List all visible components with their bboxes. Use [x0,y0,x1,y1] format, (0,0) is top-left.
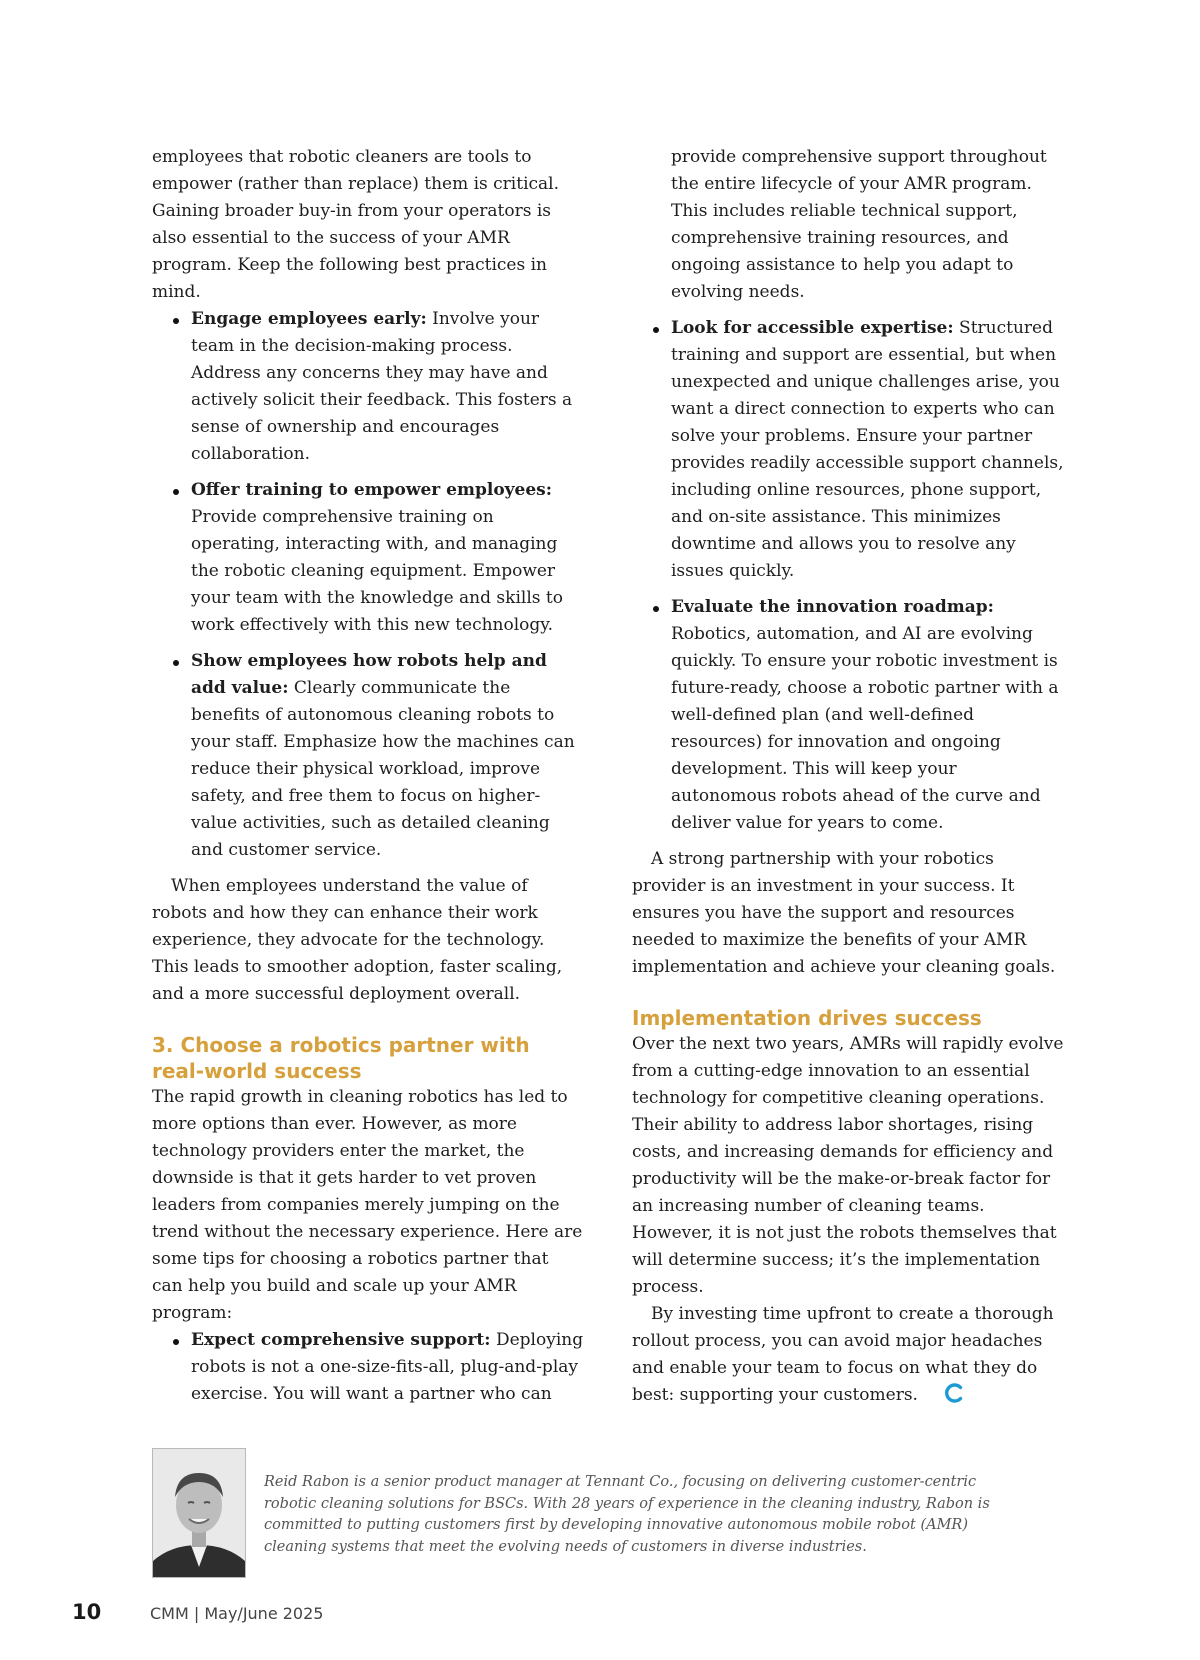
section-heading-3: 3. Choose a robotics partner with real-world success [152,1033,530,1083]
page-number: 10 [72,1600,102,1624]
closing-paragraph [632,1301,1064,1413]
best-practices-list [152,306,584,864]
list-item-title: Look for accessible expertise: [671,318,954,338]
partner-intro-paragraph: The rapid growth in cleaning robotics has led to more options than ever. However, as more technology providers enter the market, the downside is that it gets harder to vet proven leaders from companies merely jumping on the trend without the necessary experience. Here are some tips for choosing a robotics partner that can help you build and scale up your AMR program: [152,1087,583,1323]
right-column [632,144,1064,1413]
left-column [152,144,584,1417]
list-item [152,648,584,864]
list-item [152,1327,584,1408]
list-item-title: Engage employees early: [191,309,427,329]
implementation-paragraph: Over the next two years, AMRs will rapidly evolve from a cutting-edge innovation to an essential technology for competitive cleaning operations. Their ability to address labor shortages, rising costs, and increasing demands for efficiency and productivity will be the make-or-break factor for an increasing number of cleaning teams. However, it is not just the robots themselves that will determine success; it’s the implementation process. [632,1034,1064,1297]
magazine-issue: CMM | May/June 2025 [150,1604,324,1623]
list-item [152,306,584,468]
employee-value-paragraph: When employees understand the value of robots and how they can enhance their work experience, they advocate for the technology. This leads to smoother adoption, faster scaling, and a more successful deployment overall. [152,876,563,1004]
partner-tips-list-continued [632,315,1064,837]
list-item-text: Involve your team in the decision-making process. Address any concerns they may have and actively solicit their feedback. This fosters a sense of ownership and encourages collaboration. [191,309,573,464]
list-item [152,477,584,639]
author-bio [152,1448,1102,1578]
bio-text: Reid Rabon is a senior product manager at Tennant Co., focusing on delivering customer-centric robotic cleaning solutions for BSCs. With 28 years of experience in the cleaning industry, Rabon is committed to putting customers first by developing innovative autonomous mobile robot (AMR) cleaning systems that meet the evolving needs of customers in diverse industries. [264,1474,990,1555]
intro-paragraph: employees that robotic cleaners are tools to empower (rather than replace) them is critical. Gaining broader buy-in from your operators is also essential to the success of your AMR program. Keep the following best practices in mind. [152,147,560,302]
partnership-paragraph: A strong partnership with your robotics provider is an investment in your success. It ensures you have the support and resources needed to maximize the benefits of your AMR implementation and achieve your cleaning goals. [632,849,1056,977]
list-item [632,315,1064,585]
author-portrait [152,1448,246,1578]
list-item-title: Expect comprehensive support: [191,1330,491,1350]
list-item-text: Structured training and support are essential, but when unexpected and unique challenges arise, you want a direct connection to experts who can solve your problems. Ensure your partner provides readily accessible support channels, including online resources, phone support, and on-site assistance. This minimizes downtime and allows you to resolve any issues quickly. [671,318,1064,581]
list-item [632,594,1064,837]
section-heading-implementation: Implementation drives success [632,1006,982,1030]
closing-text: By investing time upfront to create a thorough rollout process, you can avoid major headaches and enable your team to focus on what they do best: supporting your customers. [632,1304,1054,1405]
list-item-text: Deploying robots is not a one-size-fits-all, plug-and-play exercise. You will want a partner who can [191,1330,584,1404]
list-item-title: Show employees how robots help and add value: [191,651,547,698]
list-item-title: Offer training to empower employees: [191,480,553,500]
bullet-continuation: provide comprehensive support throughout the entire lifecycle of your AMR program. This includes reliable technical support, comprehensive training resources, and ongoing assistance to help you adapt to evolving needs. [671,147,1047,302]
list-item-text: Provide comprehensive training on operating, interacting with, and managing the robotic cleaning equipment. Empower your team with the knowledge and skills to work effectively with this new technology. [191,507,563,635]
end-of-article-c-icon [924,1382,965,1413]
list-item-text: Robotics, automation, and AI are evolving quickly. To ensure your robotic investment is future-ready, choose a robotic partner with a well-defined plan (and well-defined resources) for innovation and ongoing development. This will keep your autonomous robots ahead of the curve and deliver value for years to come. [671,624,1059,833]
list-item-text: Clearly communicate the benefits of autonomous cleaning robots to your staff. Emphasize how the machines can reduce their physical workload, improve safety, and free them to focus on higher-value activities, such as detailed cleaning and customer service. [191,678,575,860]
list-item-title: Evaluate the innovation roadmap: [671,597,994,617]
partner-tips-list [152,1327,584,1408]
